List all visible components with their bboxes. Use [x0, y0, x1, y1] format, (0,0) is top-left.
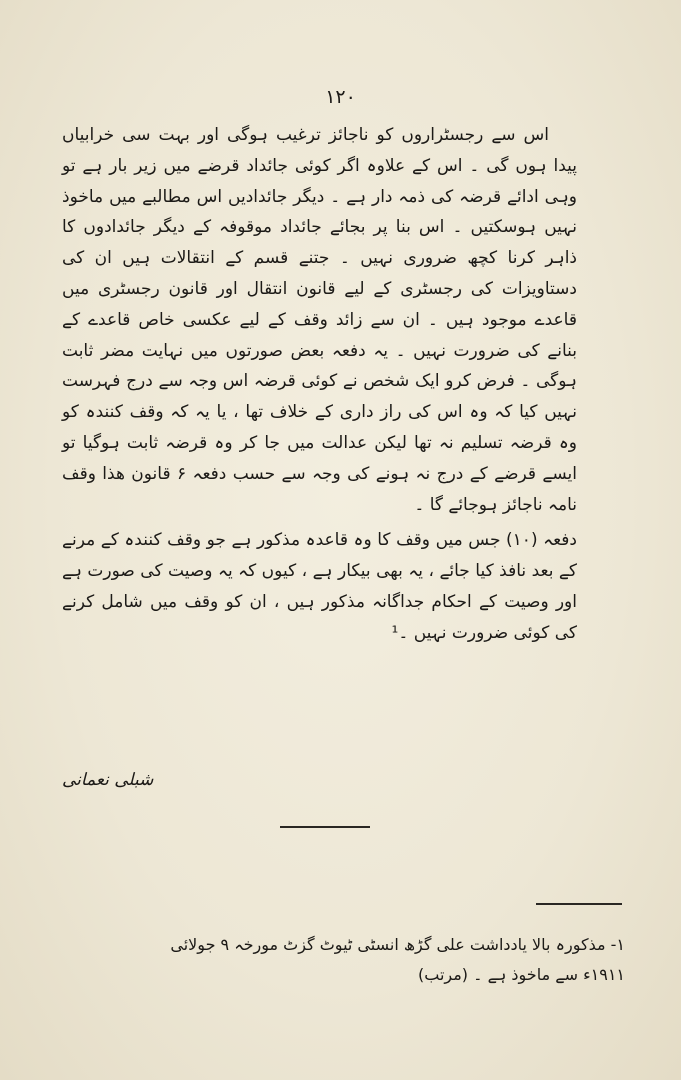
page-number: ۱۲۰ [325, 86, 356, 108]
paragraph: دفعہ (۱۰) جس میں وقف کا وہ قاعدہ مذکور ہے جو وقف کنندہ کے مرنے کے بعد نافذ کیا جائے ، یہ بھی بیکار ہے ، کیوں کہ یہ وصیت کی صورت ہے اور وصیت کے احکام جداگانہ مذکور ہیں ، ان کو وقف میں شامل کرنے کی کوئی ضرورت نہیں ۔¹ [62, 530, 577, 643]
paragraph: اس سے رجسٹراروں کو ناجائز ترغیب ہوگی اور بہت سی خرابیاں پیدا ہوں گی ۔ اس کے علاوہ اگر کوئی جائداد قرضے میں زیر بار ہے تو وہی ادائے قرضہ کی ذمہ دار ہے ۔ دیگر جائدادیں اس مطالبے میں ماخوذ نہیں ہوسکتیں ۔ اس بنا پر بجائے جائداد موقوفہ کے دیگر جائدادوں کا ذاہر کرنا کچھ ضروری نہیں ۔ جتنے قسم کے انتقالات ہیں ان کی دستاویزات کی رجسٹری کے لیے قانون انتقال اور قانون رجسٹری میں قاعدے موجود ہیں ۔ ان سے زائد وقف کے لیے عکسی خاص قاعدے کے بنانے کی ضرورت نہیں ۔ یہ دفعہ بعض صورتوں میں نہایت مضر ثابت ہوگی ۔ فرض کرو ایک شخص نے کوئی قرضہ اس وجہ سے درج فہرست نہیں کیا کہ وہ اس کی راز داری کے خلاف تھا ، یا یہ کہ وقف کنندہ کو وہ قرضہ تسلیم نہ تھا لیکن عدالت میں جا کر وہ قرضہ ثابت ہوگیا تو ایسے قرضے کے درج نہ ہونے کی وجہ سے حسب دفعہ ۶ قانون ھذا وقف نامہ ناجائز ہوجائے گا ۔ [62, 125, 577, 515]
author-signature: شبلی نعمانی [62, 770, 154, 790]
footnote-divider [536, 903, 622, 905]
body-text [62, 120, 577, 649]
section-divider [280, 826, 370, 828]
footnote [80, 930, 625, 990]
footnote-line: ۱۹۱۱ء سے ماخوذ ہے ۔ (مرتب) [417, 965, 625, 984]
footnote-line: ۱- مذکورہ بالا یادداشت علی گڑھ انسٹی ٹیوٹ گزٹ مورخہ ۹ جولائی [170, 935, 625, 954]
